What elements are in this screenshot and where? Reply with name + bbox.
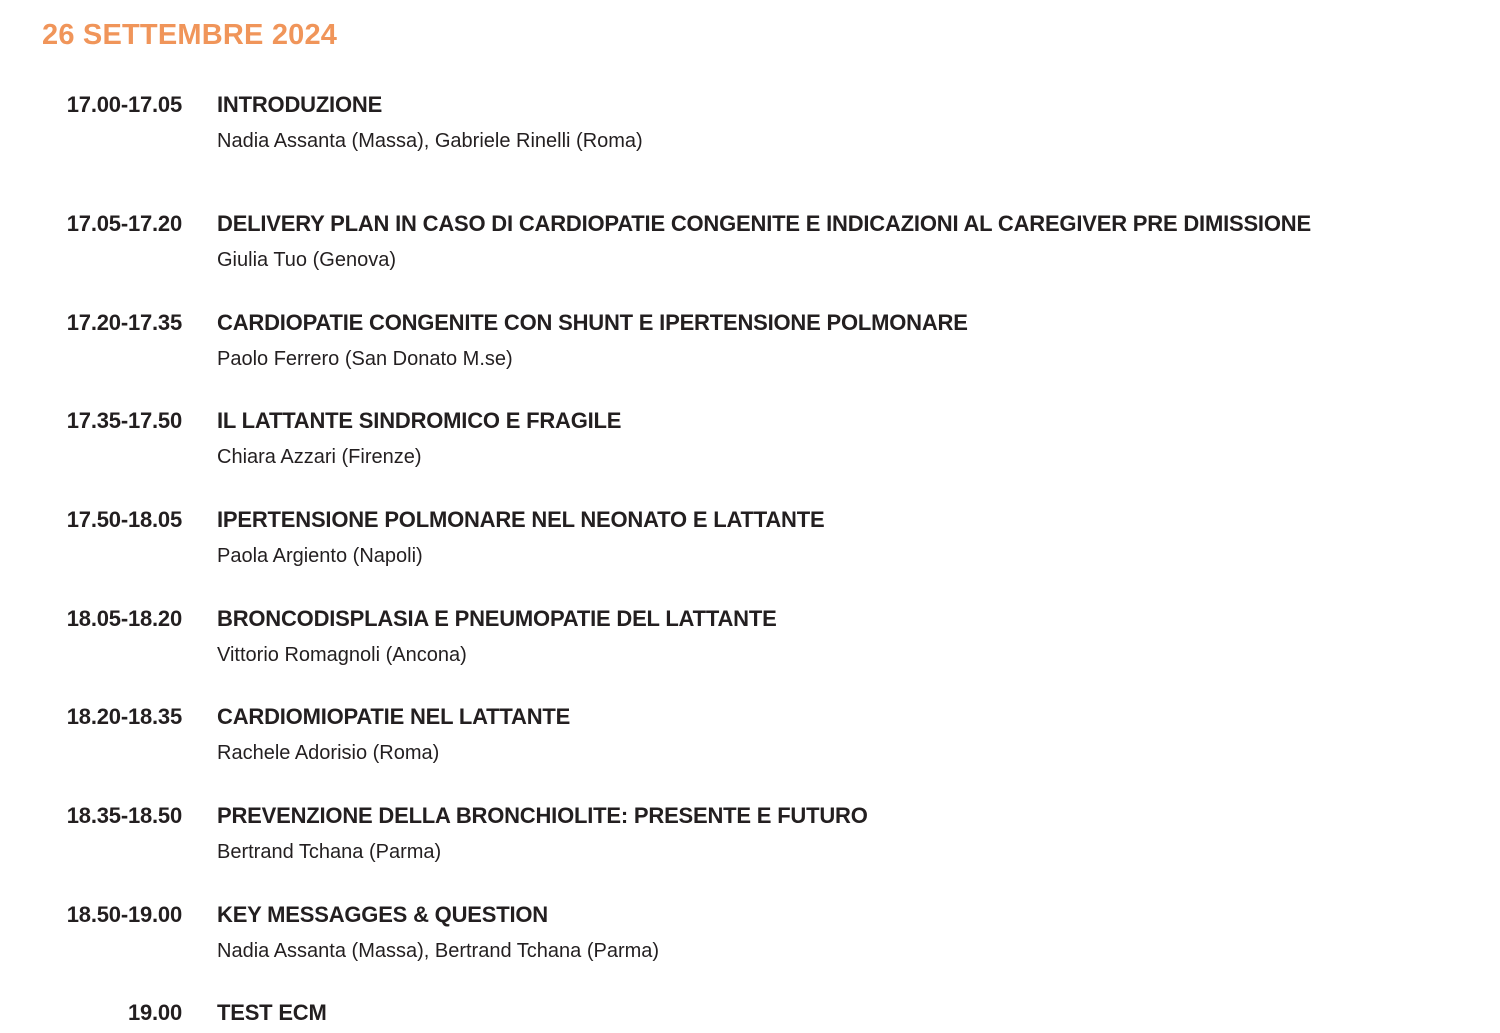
session-speakers: Chiara Azzari (Firenze) xyxy=(217,446,422,468)
session-time: 17.05-17.20 xyxy=(66,211,182,236)
session-time: 18.05-18.20 xyxy=(66,606,182,631)
session-speakers: Nadia Assanta (Massa), Gabriele Rinelli (Roma) xyxy=(217,130,643,152)
session-time: 17.35-17.50 xyxy=(66,408,182,433)
session-title: IPERTENSIONE POLMONARE NEL NEONATO E LATTANTE xyxy=(217,507,825,532)
session-item xyxy=(0,91,1500,161)
session-item xyxy=(0,210,1500,280)
session-title: INTRODUZIONE xyxy=(217,92,383,117)
session-title: TEST ECM xyxy=(217,1000,327,1025)
session-item xyxy=(0,901,1500,971)
session-time: 18.50-19.00 xyxy=(66,902,182,927)
session-item xyxy=(0,506,1500,576)
program-date: 26 SETTEMBRE 2024 xyxy=(42,19,338,51)
session-item xyxy=(0,999,1500,1033)
session-title: CARDIOMIOPATIE NEL LATTANTE xyxy=(217,704,571,729)
session-speakers: Rachele Adorisio (Roma) xyxy=(217,742,440,764)
session-item xyxy=(0,802,1500,872)
session-title: KEY MESSAGGES & QUESTION xyxy=(217,902,548,927)
session-title: CARDIOPATIE CONGENITE CON SHUNT E IPERTENSIONE POLMONARE xyxy=(217,310,968,335)
session-item xyxy=(0,703,1500,773)
session-time: 17.00-17.05 xyxy=(66,92,182,117)
session-speakers: Giulia Tuo (Genova) xyxy=(217,249,396,271)
session-time: 17.20-17.35 xyxy=(66,310,182,335)
session-speakers: Nadia Assanta (Massa), Bertrand Tchana (Parma) xyxy=(217,940,660,962)
session-item xyxy=(0,309,1500,379)
session-time: 18.35-18.50 xyxy=(66,803,182,828)
session-time: 17.50-18.05 xyxy=(66,507,182,532)
session-title: PREVENZIONE DELLA BRONCHIOLITE: PRESENTE E FUTURO xyxy=(217,803,868,828)
session-time: 19.00 xyxy=(127,1000,182,1025)
session-title: IL LATTANTE SINDROMICO E FRAGILE xyxy=(217,408,622,433)
session-item xyxy=(0,407,1500,477)
session-speakers: Paolo Ferrero (San Donato M.se) xyxy=(217,348,513,370)
session-speakers: Vittorio Romagnoli (Ancona) xyxy=(217,644,467,666)
session-speakers: Paola Argiento (Napoli) xyxy=(217,545,423,567)
session-title: DELIVERY PLAN IN CASO DI CARDIOPATIE CONGENITE E INDICAZIONI AL CAREGIVER PRE DIMISSIONE xyxy=(217,211,1311,236)
session-title: BRONCODISPLASIA E PNEUMOPATIE DEL LATTANTE xyxy=(217,606,777,631)
session-time: 18.20-18.35 xyxy=(66,704,182,729)
session-item xyxy=(0,605,1500,675)
session-speakers: Bertrand Tchana (Parma) xyxy=(217,841,442,863)
